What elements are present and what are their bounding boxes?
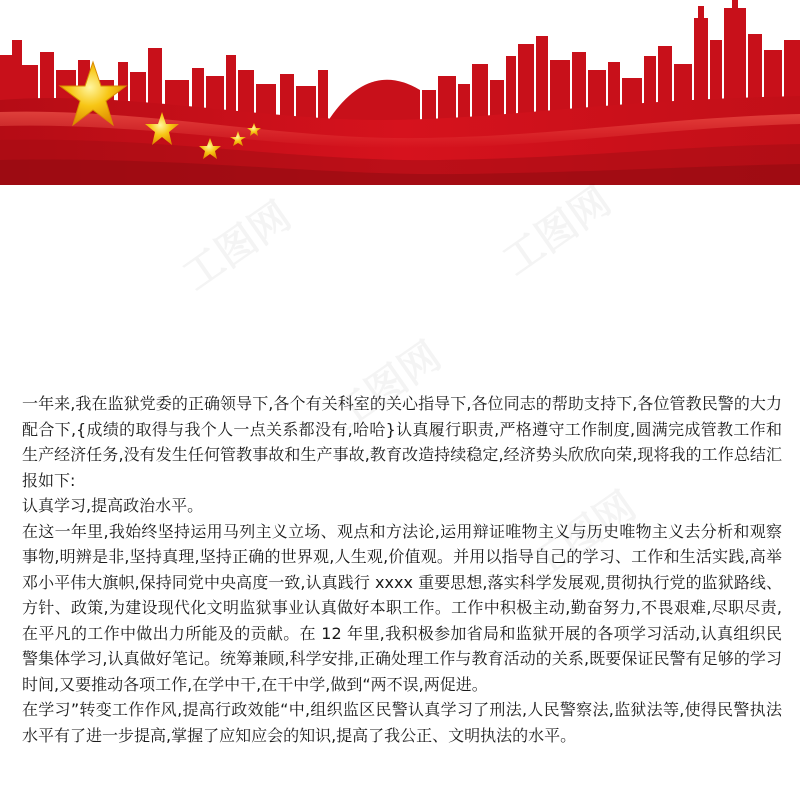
watermark <box>170 186 301 302</box>
paragraph-style: 在学习”转变工作作风,提高行政效能“中,组织监区民警认真学习了刑法,人民警察法,监狱法等,使得民警执法水平有了进一步提高,掌握了应知应会的知识,提高了我公正、文明执法的水平。 <box>22 700 782 745</box>
banner-graphic <box>0 0 800 185</box>
section-heading: 认真学习,提高政治水平。 <box>22 496 204 515</box>
document-body <box>22 391 782 748</box>
header-banner <box>0 0 800 185</box>
watermark <box>490 171 621 287</box>
paragraph-intro: 一年来,我在监狱党委的正确领导下,各个有关科室的关心指导下,各位同志的帮助支持下,各位管教民警的大力配合下,{成绩的取得与我个人一点关系都没有,哈哈}认真履行职责,严格遵守工作制度,圆满完成管教工作和生产经济任务,没有发生任何管教事故和生产事故,教育改造持续稳定,经济势头欣欣向荣,现将我的工作总结汇报如下: <box>22 394 782 490</box>
paragraph-study: 在这一年里,我始终坚持运用马列主义立场、观点和方法论,运用辩证唯物主义与历史唯物主义去分析和观察事物,明辨是非,坚持真理,坚持正确的世界观,人生观,价值观。并用以指导自己的学习、工作和生活实践,高举邓小平伟大旗帜,保持同党中央高度一致,认真践行 xxxx 重要思想,落实科学发展观,贯彻执行党的监狱路线、方针、政策,为建设现代化文明监狱事业认真做好本职工作。工作中积极主动,勤奋努力,不畏艰难,尽职尽责,在平凡的工作中做出力所能及的贡献。在 12 年里,我积极参加省局和监狱开展的各项学习活动,认真组织民警集体学习,认真做好笔记。统筹兼顾,科学安排,正确处理工作与教育活动的关系,既要保证民警有足够的学习时间,又要推动各项工作,在学中干,在干中学,做到“两不误,两促进。 <box>22 521 782 694</box>
